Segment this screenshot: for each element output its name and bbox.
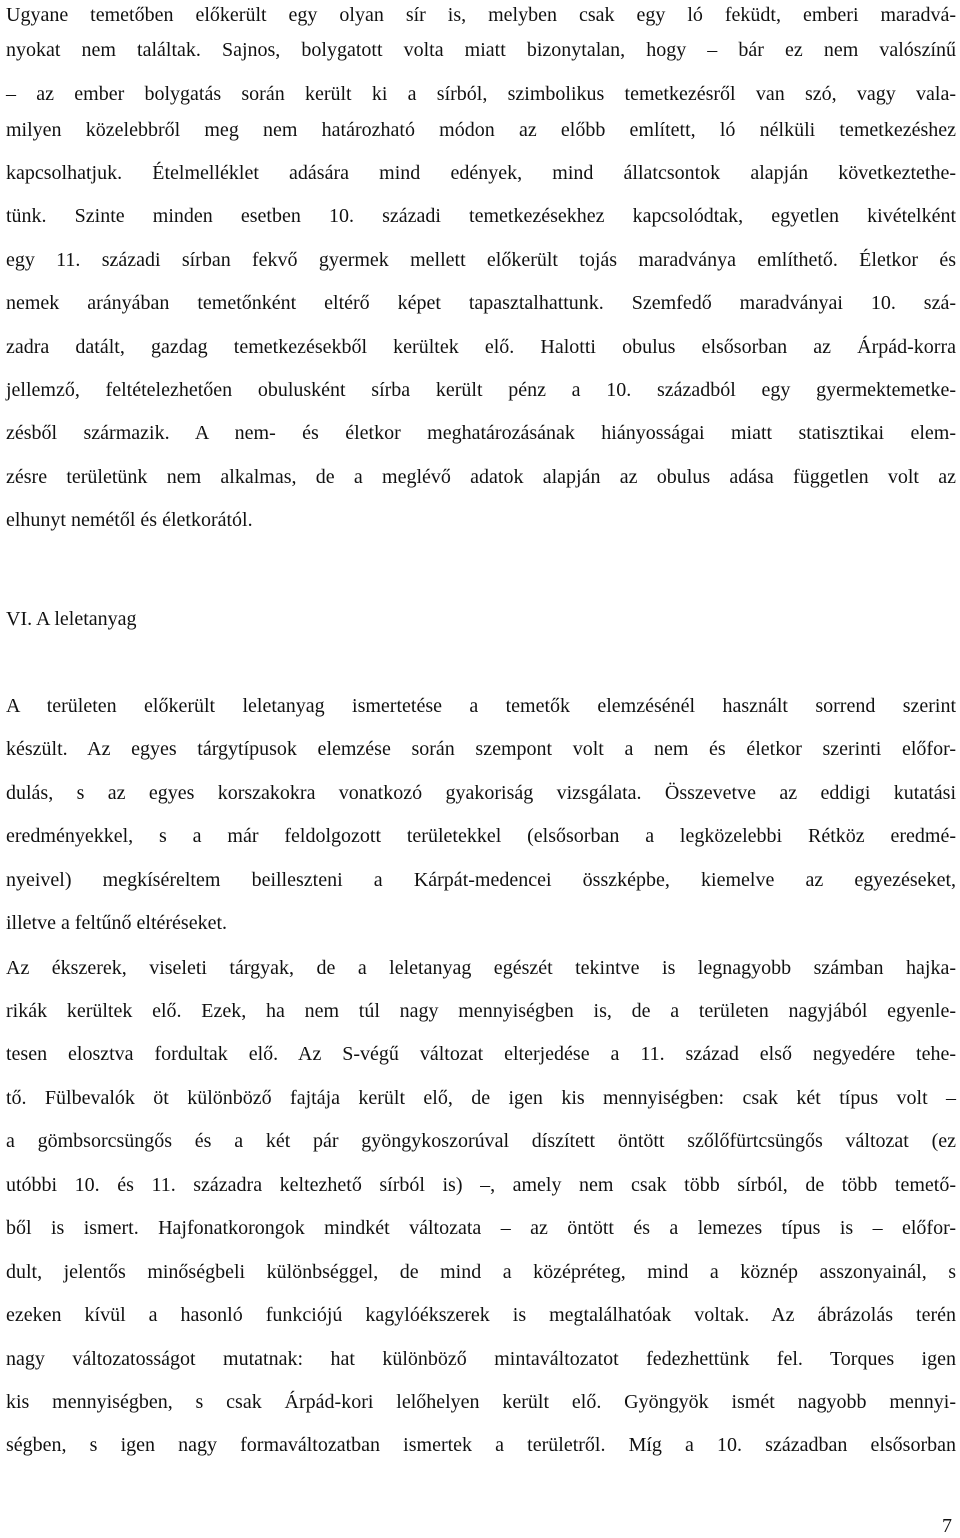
text-line: zésből származik. A nem- és életkor meghatározásának hiányosságai miatt statisztikai elem- xyxy=(6,422,956,444)
section-heading: VI. A leletanyag xyxy=(6,608,137,630)
text-line: ből is ismert. Hajfonatkorongok mindkét változata – az öntött és a lemezes típus is – előfor- xyxy=(6,1217,956,1239)
text-line: kapcsolhatjuk. Ételmelléklet adására mind edények, mind állatcsontok alapján következtethe- xyxy=(6,162,956,184)
text-line: nagy változatosságot mutatnak: hat különböző mintaváltozatot fedezhettünk fel. Torques igen xyxy=(6,1348,956,1370)
text-line: nemek arányában temetőnként eltérő képet tapasztalhattunk. Szemfedő maradványai 10. szá- xyxy=(6,292,956,314)
text-line: dulás, s az egyes korszakokra vonatkozó gyakoriság vizsgálata. Összevetve az eddigi kutatási xyxy=(6,782,956,804)
text-line: elhunyt nemétől és életkorától. xyxy=(6,509,253,531)
text-line: A területen előkerült leletanyag ismertetése a temetők elemzésénél használt sorrend szerint xyxy=(6,695,956,717)
text-line: tesen elosztva fordultak elő. Az S-végű változat elterjedése a 11. század első negyedére tehe- xyxy=(6,1043,956,1065)
text-line: zésre területünk nem alkalmas, de a meglévő adatok alapján az obulus adása független volt az xyxy=(6,466,956,488)
text-line: dult, jelentős minőségbeli különbséggel, de mind a középréteg, mind a köznép asszonyainál, s xyxy=(6,1261,956,1283)
text-line: rikák kerültek elő. Ezek, ha nem túl nagy mennyiségben is, de a területen nagyjából egyenle- xyxy=(6,1000,956,1022)
text-line: Ugyane temetőben előkerült egy olyan sír is, melyben csak egy ló feküdt, emberi maradvá- xyxy=(6,4,956,26)
text-line: ezeken kívül a hasonló funkciójú kagylóékszerek is megtalálhatóak voltak. Az ábrázolás terén xyxy=(6,1304,956,1326)
text-line: tünk. Szinte minden esetben 10. századi temetkezésekhez kapcsolódtak, egyetlen kivételként xyxy=(6,205,956,227)
text-line: utóbbi 10. és 11. századra keltezhető sírból is) –, amely nem csak több sírból, de több temető- xyxy=(6,1174,956,1196)
page-number: 7 xyxy=(942,1515,952,1537)
text-line: tő. Fülbevalók öt különböző fajtája került elő, de igen kis mennyiségben: csak két típus volt – xyxy=(6,1087,956,1109)
text-line: jellemző, feltételezhetően obulusként sírba került pénz a 10. századból egy gyermektemetke- xyxy=(6,379,956,401)
text-line: – az ember bolygatás során került ki a sírból, szimbolikus temetkezésről van szó, vagy vala- xyxy=(6,83,956,105)
text-line: milyen közelebbről meg nem határozható módon az előbb említett, ló nélküli temetkezéshez xyxy=(6,119,956,141)
text-line: eredményekkel, s a már feldolgozott területekkel (elsősorban a legközelebbi Rétköz eredmé- xyxy=(6,825,956,847)
text-line: nyeivel) megkíséreltem beilleszteni a Kárpát-medencei összképbe, kiemelve az egyezéseket, xyxy=(6,869,956,891)
text-line: zadra datált, gazdag temetkezésekből kerültek elő. Halotti obulus elsősorban az Árpád-korra xyxy=(6,336,956,358)
text-line: egy 11. századi sírban fekvő gyermek mellett előkerült tojás maradványa említhető. Életkor és xyxy=(6,249,956,271)
text-line: a gömbsorcsüngős és a két pár gyöngykoszorúval díszített öntött szőlőfürtcsüngős változat (ez xyxy=(6,1130,956,1152)
text-line: kis mennyiségben, s csak Árpád-kori lelőhelyen került elő. Gyöngyök ismét nagyobb mennyi- xyxy=(6,1391,956,1413)
text-line: Az ékszerek, viseleti tárgyak, de a leletanyag egészét tekintve is legnagyobb számban hajka- xyxy=(6,957,956,979)
text-line: készült. Az egyes tárgytípusok elemzése során szempont volt a nem és életkor szerinti előfor- xyxy=(6,738,956,760)
text-line: illetve a feltűnő eltéréseket. xyxy=(6,912,228,934)
text-line: ségben, s igen nagy formaváltozatban ismertek a területről. Míg a 10. században elsősorban xyxy=(6,1434,956,1456)
text-line: nyokat nem találtak. Sajnos, bolygatott volta miatt bizonytalan, hogy – bár ez nem valószínű xyxy=(6,39,956,61)
